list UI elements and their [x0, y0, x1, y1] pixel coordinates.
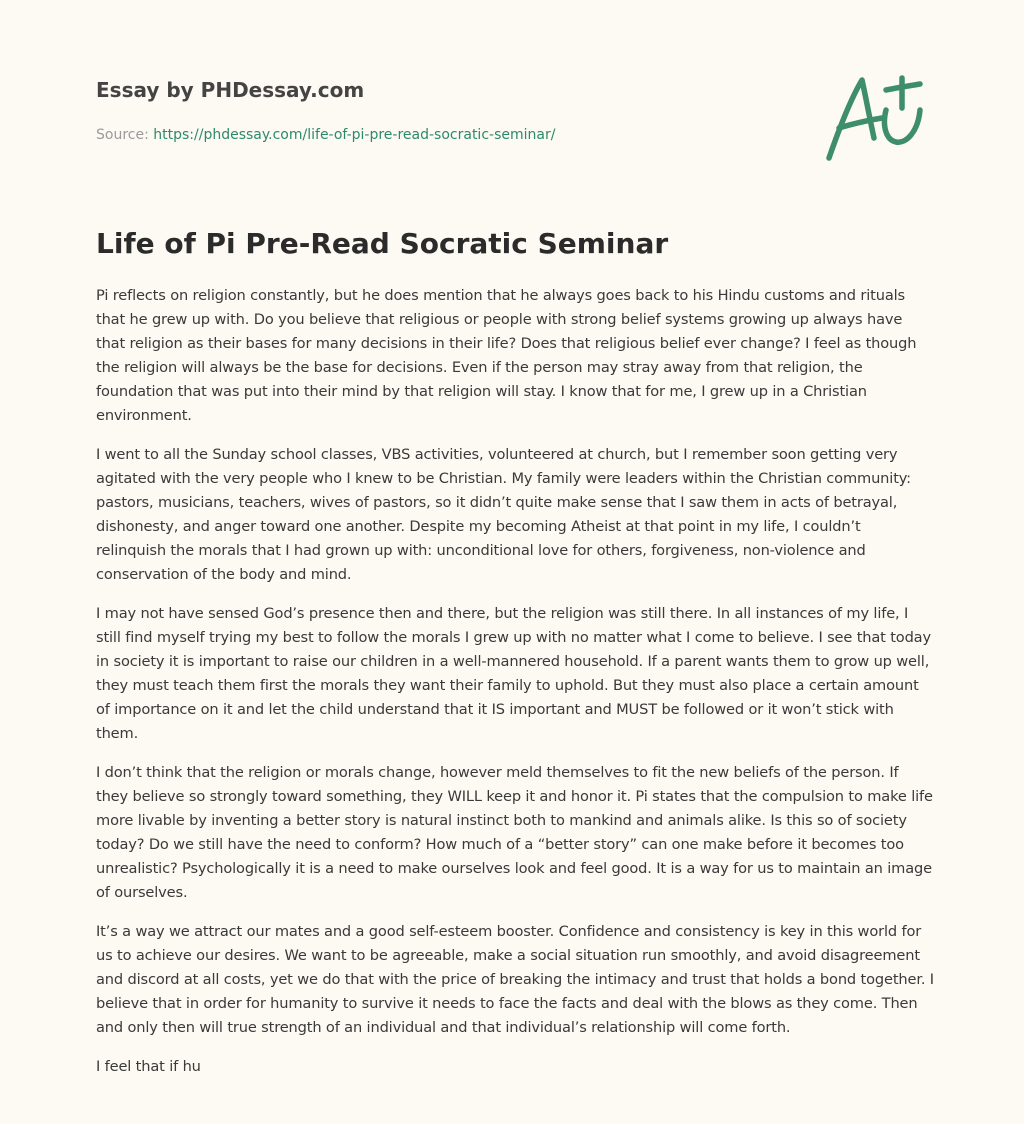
essay-title: Life of Pi Pre-Read Socratic Seminar	[96, 227, 669, 260]
source-link[interactable]: https://phdessay.com/life-of-pi-pre-read-socratic-seminar/	[153, 127, 556, 143]
source-label: Source:	[96, 127, 149, 143]
essay-paragraph: I went to all the Sunday school classes, VBS activities, volunteered at church, but I remember soon getting very agitated with the very people who I knew to be Christian. My family were leaders within the Christian community: pastors, musicians, teachers, wives of pastors, so it didn’t quite make sense that I saw them in acts of betrayal, dishonesty, and anger toward one another. Despite my becoming Atheist at that point in my life, I couldn’t relinquish the morals that I had grown up with: unconditional love for others, forgiveness, non-violence and conservation of the body and mind.	[96, 446, 911, 583]
site-title: Essay by PHDessay.com	[96, 78, 365, 102]
essay-paragraph: I feel that if hu	[96, 1058, 201, 1075]
source-line	[96, 125, 796, 145]
essay-paragraph: I may not have sensed God’s presence then and there, but the religion was still there. In all instances of my life, I still find myself trying my best to follow the morals I grew up with no matter what I come to believe. I see that today in society it is important to raise our children in a well-mannered household. If a parent wants them to grow up well, they must teach them first the morals they want their family to uphold. But they must also place a certain amount of importance on it and let the child understand that it IS important and MUST be followed or it won’t stick with them.	[96, 605, 931, 742]
essay-paragraph: I don’t think that the religion or morals change, however meld themselves to fit the new beliefs of the person. If they believe so strongly toward something, they WILL keep it and honor it. Pi states that the compulsion to make life more livable by inventing a better story is natural instinct both to mankind and animals alike. Is this so of society today? Do we still have the need to conform? How much of a “better story” can one make before it becomes too unrealistic? Psychologically it is a need to make ourselves look and feel good. It is a way for us to maintain an image of ourselves.	[96, 764, 933, 901]
page-header	[96, 76, 796, 145]
essay-paragraph: It’s a way we attract our mates and a good self-esteem booster. Confidence and consistency is key in this world for us to achieve our desires. We want to be agreeable, make a social situation run smoothly, and avoid disagreement and discord at all costs, yet we do that with the price of breaking the intimacy and trust that holds a bond together. I believe that in order for humanity to survive it needs to face the facts and deal with the blows as they come. Then and only then will true strength of an individual and that individual’s relationship will come forth.	[96, 923, 934, 1036]
essay-paragraph: Pi reflects on religion constantly, but he does mention that he always goes back to his Hindu customs and rituals that he grew up with. Do you believe that religious or people with strong belief systems growing up always have that religion as their bases for many decisions in their life? Does that religious belief ever change? I feel as though the religion will always be the base for decisions. Even if the person may stray away from that religion, the foundation that was put into their mind by that religion will stay. I know that for me, I grew up in a Christian environment.	[96, 287, 917, 424]
a-plus-grade-icon	[822, 66, 930, 166]
essay-body	[96, 284, 934, 1094]
